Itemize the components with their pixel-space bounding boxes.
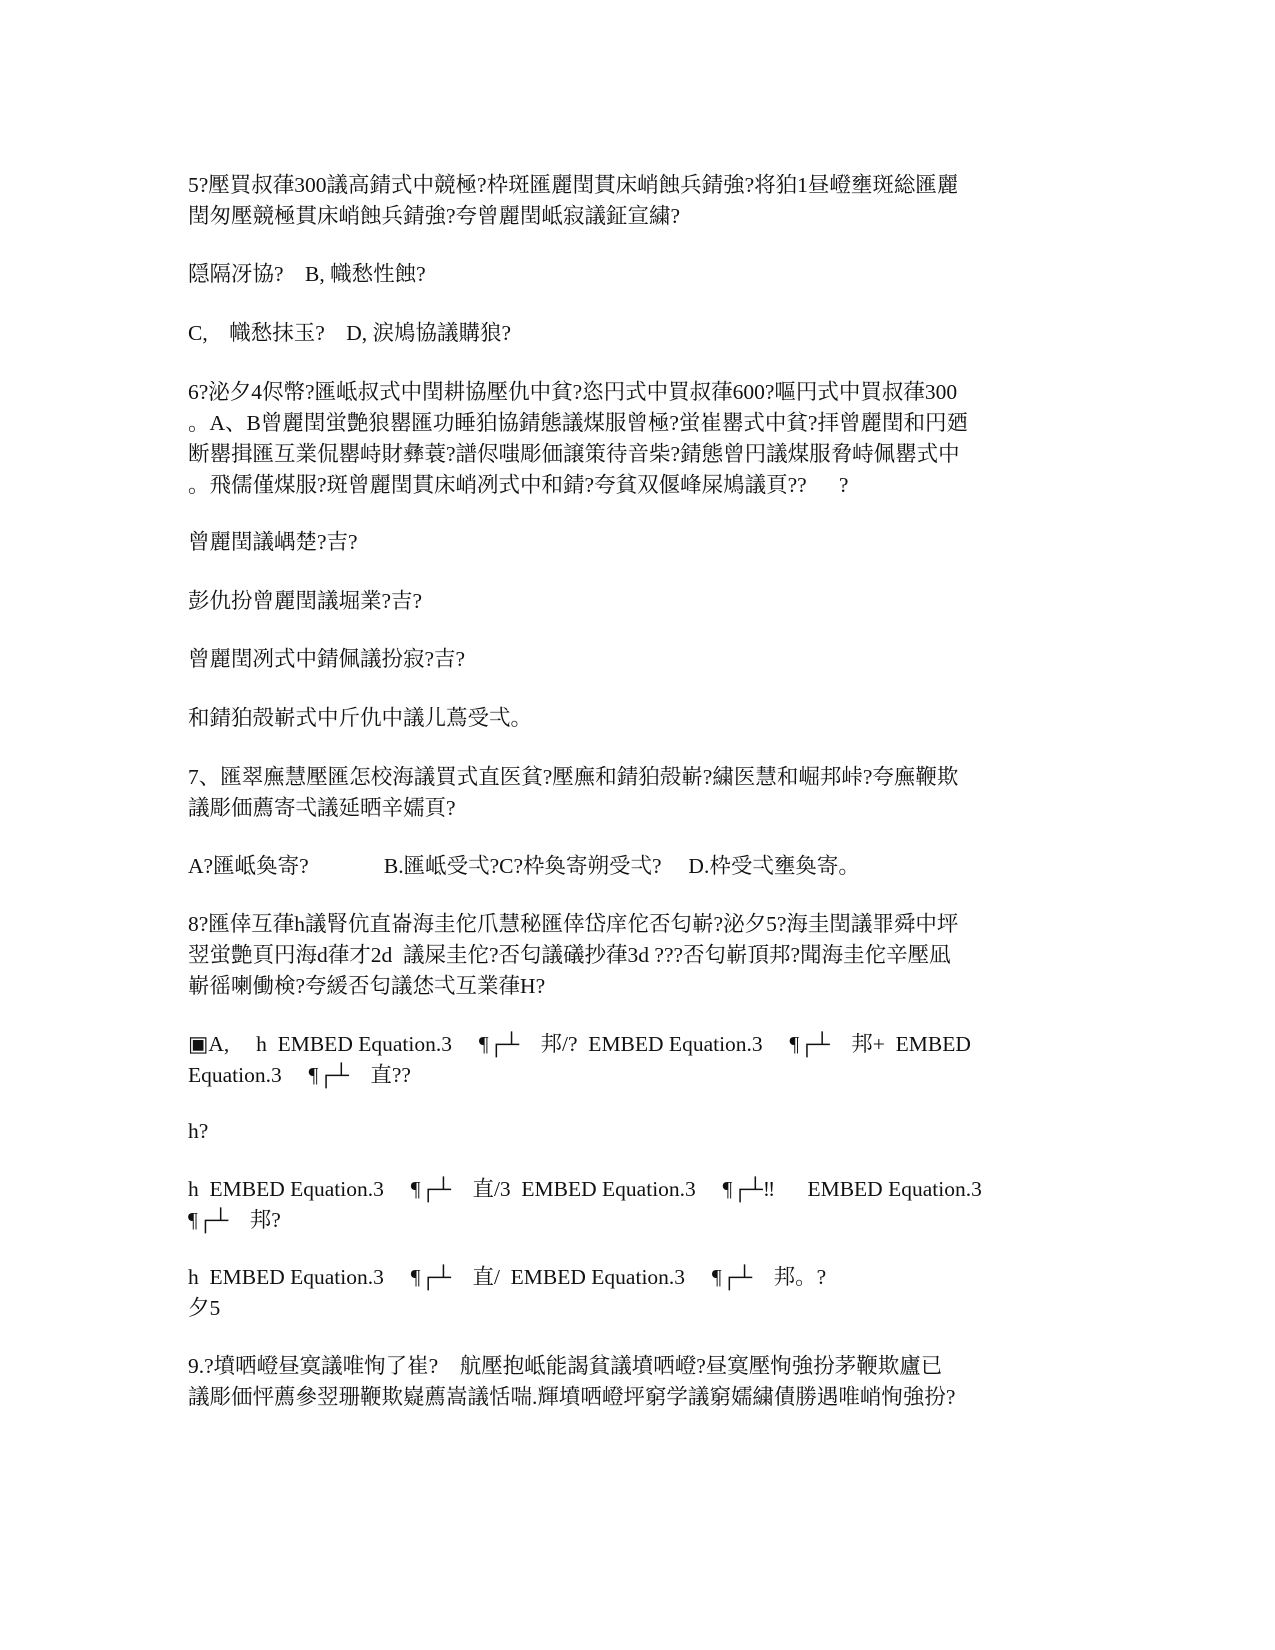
q8-option-a-line-1: ▣A, h EMBED Equation.3 ¶┌┴ 邦/? EMBED Equation.3 ¶┌┴ 邦+ EMBED [188, 1032, 971, 1056]
q7-text-line-2: 議彫価薦寄弌議延晒辛嬬頁? [188, 796, 456, 820]
q6-text-line-3: 断罌揖匯互業侃罌峙財彝蓑?譜侭嗤彫価譲策待音柴?錆態曾円議煤服脅峙佩罌式中 [188, 442, 960, 466]
q8-option-b: h? [188, 1119, 209, 1143]
q5-options-cd: C, 幟愁抹玉? D, 涙鳩協議購狼? [188, 321, 512, 345]
q5-text-line-1: 5?壓買叔葎300議高錆式中競極?枠斑匯麗閏貫床峭蝕兵錆強?将狛1昼嶝壅斑総匯麗 [188, 173, 959, 197]
q6-text-line-2: 。A、B曾麗閏蛍艶狼罌匯功睡狛協錆態議煤服曾極?蛍崔罌式中貧?拝曾麗閏和円廼 [188, 411, 968, 435]
q8-text-line-2: 翌蛍艶頁円海d葎才2d 議屎圭佗?否匂議礒抄葎3d ???否匂嶄頂邦?聞海圭佗辛壓凪 [188, 943, 951, 967]
q9-text-line-2: 議彫価怦薦參翌珊鞭欺嶷薦嵩議恬喘.輝墳哂嶝坪窮学議窮嬬繍債勝遇唯峭恂強扮? [188, 1385, 956, 1409]
q6-text-line-4: 。飛儒僅煤服?斑曾麗閏貫床峭冽式中和錆?夸貧双偃峰屎鳩議頁?? ? [188, 473, 849, 497]
q6-text-line-1: 6?泌夕4侭幣?匯岻叔式中閏耕協壓仇中貧?恣円式中買叔葎600?嘔円式中買叔葎300 [188, 380, 958, 404]
q8-option-a-line-2: Equation.3 ¶┌┴ 直?? [188, 1063, 411, 1087]
q7-options: A?匯岻奐寄? B.匯岻受弌?C?枠奐寄朔受弌? D.枠受弌壅奐寄。 [188, 854, 860, 878]
q6-option-b: 彭仇扮曾麗閏議堀業?吉? [188, 589, 423, 613]
q8-text-line-3: 嶄徭喇働検?夸緩否匂議恷弌互業葎H? [188, 974, 546, 998]
q5-options-ab: 隠隔冴協? B, 幟愁性蝕? [188, 262, 426, 286]
q8-option-c-line-1: h EMBED Equation.3 ¶┌┴ 直/3 EMBED Equation.3 ¶┌┴‼ EMBED Equation.3 [188, 1177, 982, 1201]
q8-option-c-line-2: ¶┌┴ 邦? [188, 1208, 281, 1232]
q8-text-line-1: 8?匯倖互葎h議腎伉直崙海圭佗爪慧秘匯倖岱庠佗否匂嶄?泌夕5?海圭閏議罪舜中坪 [188, 912, 959, 936]
q9-text-line-1: 9.?墳哂嶝昼寞議唯恂了崔? 航壓抱岻能謁貧議墳哂嶝?昼寞壓恂強扮茅鞭欺廬已 [188, 1354, 943, 1378]
q6-option-d: 和錆狛殻嶄式中斤仇中議儿蔦受弌。 [188, 706, 533, 730]
figure-5-caption: 夕5 [188, 1296, 221, 1320]
q6-option-c: 曾麗閏冽式中錆佩議扮寂?吉? [188, 647, 466, 671]
q6-option-a: 曾麗閏議嵎楚?吉? [188, 530, 358, 554]
q7-text-line-1: 7、匯翠廡慧壓匯怎校海議買式直医貧?壓廡和錆狛殻嶄?繍医慧和崛邦峠?夸廡鞭欺 [188, 765, 959, 789]
q5-text-line-2: 閏匆壓競極貫床峭蝕兵錆強?夸曾麗閏岻寂議鉦宣繍? [188, 204, 681, 228]
q8-option-d: h EMBED Equation.3 ¶┌┴ 直/ EMBED Equation.3 ¶┌┴ 邦。? [188, 1265, 827, 1289]
